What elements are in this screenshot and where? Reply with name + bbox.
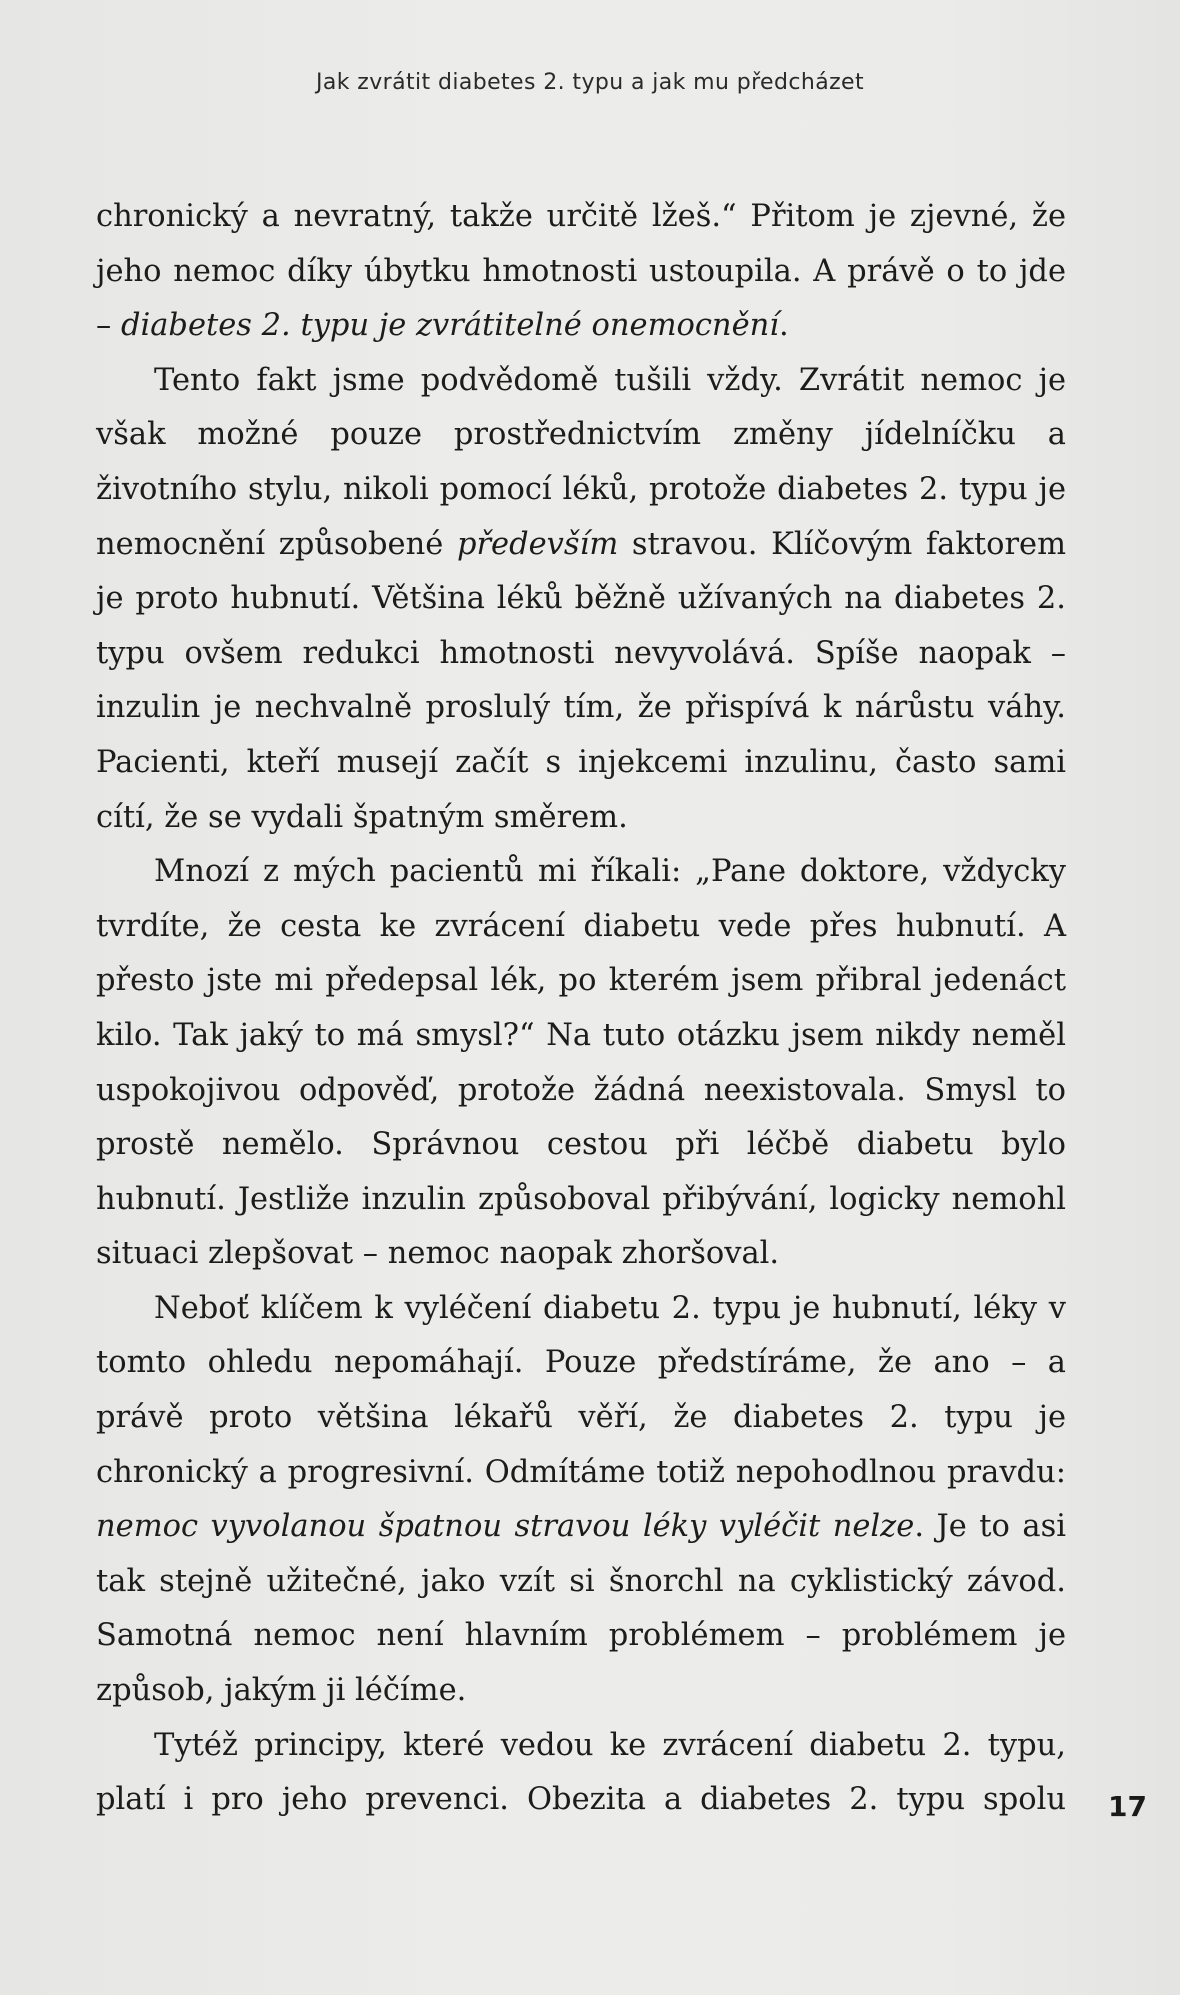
text-run: Mnozí z mých pacientů mi říkali: „Pane doktore, vždycky tvrdíte, že cesta ke zvrácení diabetu vede přes hubnutí. A přesto jste mi předepsal lék, po kterém jsem přibral jedenáct kilo. Tak jaký to má smysl?“ Na tuto otázku jsem nikdy neměl uspokojivou odpověď, protože žádná neexistovala. Smysl to prostě nemělo. Správnou cestou při léčbě diabetu bylo hubnutí. Jestliže inzulin způsoboval přibývání, logicky nemohl situaci zlepšovat – nemoc naopak zhoršoval. xyxy=(96,854,1066,1272)
paragraph xyxy=(96,1282,1066,1719)
text-run: Tytéž principy, které vedou ke zvrácení diabetu 2. typu, platí i pro jeho prevenci. Obezita a diabetes 2. typu spolu xyxy=(96,1727,1066,1818)
body-text xyxy=(96,190,1066,1828)
running-header: Jak zvrátit diabetes 2. typu a jak mu předcházet xyxy=(316,70,864,95)
paragraph xyxy=(96,190,1066,354)
text-run: Neboť klíčem k vyléčení diabetu 2. typu je hubnutí, léky v tomto ohledu nepomáhají. Pouze předstíráme, že ano – a právě proto většina lékařů věří, že diabetes 2. typu je chronický a progresivní. Odmítáme totiž nepohodlnou pravdu: xyxy=(96,1290,1066,1490)
paragraph xyxy=(96,1719,1066,1828)
italic-run: především xyxy=(456,526,619,562)
text-run: Tento fakt jsme podvědomě tušili vždy. Zvrátit nemoc je však možné pouze prostřednictvím změny jídelníčku a životního stylu, nikoli pomocí léků, protože diabetes 2. typu je nemocnění způsobené xyxy=(96,362,1066,562)
text-run: . Je to asi tak stejně užitečné, jako vzít si šnorchl na cyklistický závod. Samotná nemoc není hlavním problémem – problémem je způsob, jakým ji léčíme. xyxy=(96,1509,1066,1709)
text-run: stravou. Klíčovým faktorem je proto hubnutí. Většina léků běžně užívaných na diabetes 2. typu ovšem redukci hmotnosti nevyvolává. Spíše naopak – inzulin je nechvalně proslulý tím, že přispívá k nárůstu váhy. Pacienti, kteří musejí začít s injekcemi inzulinu, často sami cítí, že se vydali špatným směrem. xyxy=(96,526,1067,835)
text-run: . xyxy=(779,308,789,344)
paragraph xyxy=(96,845,1066,1282)
page-number: 17 xyxy=(1108,1790,1147,1823)
paragraph xyxy=(96,354,1066,845)
italic-run: diabetes 2. typu je zvrátitelné onemocnění xyxy=(120,308,780,344)
italic-run: nemoc vyvolanou špatnou stravou léky vyléčit nelze xyxy=(96,1509,915,1545)
text-run: chronický a nevratný, takže určitě lžeš.“ Přitom je zjevné, že jeho nemoc díky úbytku hmotnosti ustoupila. A právě o to jde – xyxy=(96,199,1066,344)
